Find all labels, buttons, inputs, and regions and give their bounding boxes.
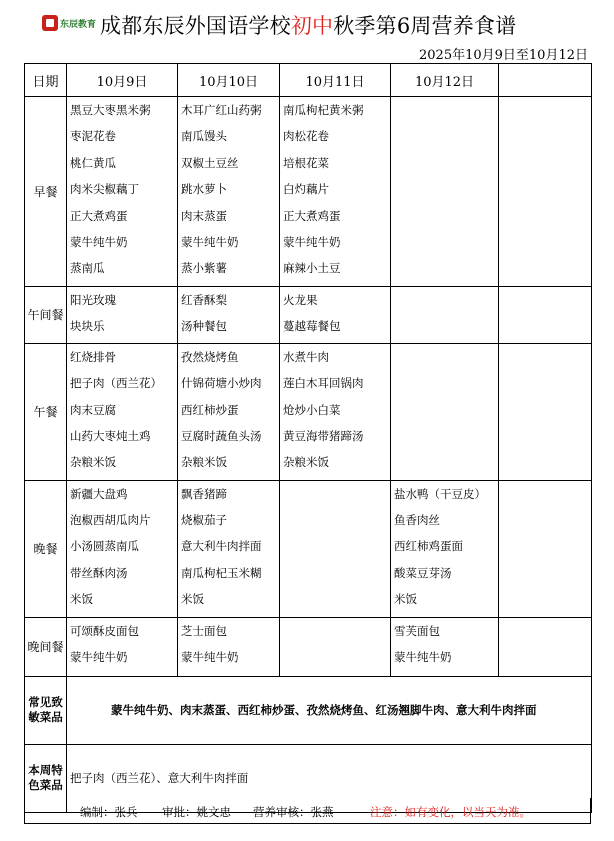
meal-row-lunch	[25, 343, 592, 480]
dish: 肉米尖椒藕丁	[70, 182, 139, 197]
menu-cell-empty	[499, 286, 592, 343]
meal-label: 晚间餐	[25, 617, 67, 676]
dish: 带丝酥肉汤	[70, 565, 128, 580]
dish: 莲白木耳回锅肉	[283, 376, 364, 391]
allergen-text: 蒙牛纯牛奶、肉末蒸蛋、西红柿炒蛋、孜然烧烤鱼、红汤翘脚牛肉、意大利牛肉拌面	[67, 676, 592, 744]
menu-cell	[67, 343, 178, 480]
dish: 炝炒小白菜	[283, 402, 341, 417]
meal-label: 早餐	[25, 97, 67, 287]
dish: 块块乐	[70, 318, 105, 333]
meal-row-morning-snack	[25, 286, 592, 343]
title-part2: 秋季第6周营养食谱	[333, 14, 517, 38]
dish: 烧椒茄子	[181, 513, 227, 528]
dish: 米饭	[394, 592, 417, 607]
special-text: 把子肉（西兰花）、意大利牛肉拌面	[67, 744, 592, 812]
logo-text: 东辰教育	[60, 20, 97, 30]
dish: 肉松花卷	[283, 129, 329, 144]
date-label: 日期	[25, 64, 67, 97]
day-header: 10月11日	[280, 64, 391, 97]
dish: 孜然烧烤鱼	[181, 349, 239, 364]
menu-cell	[391, 480, 499, 617]
dish: 蒙牛纯牛奶	[70, 234, 128, 249]
dish: 蒸小紫薯	[181, 261, 227, 276]
dish: 酸菜豆芽汤	[394, 565, 452, 580]
dish: 黑豆大枣黑米粥	[70, 103, 151, 117]
footer	[24, 798, 591, 824]
dish: 蒙牛纯牛奶	[283, 234, 341, 249]
school-logo	[42, 14, 96, 34]
dish: 红香酥梨	[181, 292, 227, 307]
dish: 盐水鸭（干豆皮）	[394, 486, 486, 501]
menu-cell-empty	[499, 480, 592, 617]
dish: 肉末豆腐	[70, 402, 116, 417]
meal-row-breakfast	[25, 97, 592, 287]
page-title	[100, 10, 516, 40]
menu-cell	[67, 286, 178, 343]
dish: 正大煮鸡蛋	[70, 208, 128, 223]
menu-cell-empty	[391, 343, 499, 480]
menu-cell	[178, 97, 280, 287]
nutrition-reviewer: 营养审核：张燕	[253, 805, 334, 819]
dish: 跳水萝卜	[181, 182, 227, 197]
dish: 南瓜枸杞玉米糊	[181, 565, 262, 580]
dish: 南瓜枸杞黄米粥	[283, 103, 364, 117]
dish: 可颂酥皮面包	[70, 623, 139, 638]
menu-cell	[280, 286, 391, 343]
dish: 蒸南瓜	[70, 261, 105, 276]
meal-row-evening-snack	[25, 617, 592, 676]
approver: 审批：姚文忠	[162, 805, 231, 819]
page-header	[0, 0, 614, 62]
allergen-row	[25, 676, 592, 744]
dish: 西红柿鸡蛋面	[394, 539, 463, 554]
dish: 泡椒西胡瓜肉片	[70, 513, 151, 528]
dish: 芝士面包	[181, 623, 227, 638]
menu-cell-empty	[499, 343, 592, 480]
menu-cell-empty	[391, 97, 499, 287]
editor: 编制：张兵	[80, 805, 138, 819]
meal-row-dinner	[25, 480, 592, 617]
day-header: 10月12日	[391, 64, 499, 97]
dish: 米饭	[181, 592, 204, 607]
dish: 飘香猪蹄	[181, 486, 227, 501]
day-header: 10月10日	[178, 64, 280, 97]
dish: 蒙牛纯牛奶	[181, 649, 239, 664]
dish: 黄豆海带猪蹄汤	[283, 428, 364, 443]
menu-cell-empty	[499, 97, 592, 287]
menu-cell	[178, 617, 280, 676]
dish: 培根花菜	[283, 155, 329, 170]
dish: 正大煮鸡蛋	[283, 208, 341, 223]
dish: 杂粮米饭	[181, 455, 227, 470]
dish: 木耳广红山药粥	[181, 103, 262, 117]
dish: 麻辣小土豆	[283, 261, 341, 276]
title-highlight: 初中	[290, 14, 334, 38]
logo-icon	[42, 15, 58, 31]
menu-cell	[178, 286, 280, 343]
meal-label: 午餐	[25, 343, 67, 480]
dish: 杂粮米饭	[70, 455, 116, 470]
menu-cell	[280, 97, 391, 287]
menu-cell	[67, 617, 178, 676]
menu-cell	[178, 343, 280, 480]
dish: 火龙果	[283, 292, 318, 307]
menu-cell-empty	[499, 617, 592, 676]
day-header: 10月9日	[67, 64, 178, 97]
dish: 意大利牛肉拌面	[181, 539, 262, 554]
dish: 桃仁黄瓜	[70, 155, 116, 170]
change-notice: 注意：如有变化，以当天为准。	[370, 805, 531, 819]
dish: 南瓜馒头	[181, 129, 227, 144]
menu-cell-empty	[280, 617, 391, 676]
dish: 什锦荷塘小炒肉	[181, 376, 262, 391]
dish: 汤种餐包	[181, 318, 227, 333]
dish: 蔓越莓餐包	[283, 318, 341, 333]
menu-table	[24, 63, 592, 813]
dish: 双椒土豆丝	[181, 155, 239, 170]
dish: 西红柿炒蛋	[181, 402, 239, 417]
meal-label: 午间餐	[25, 286, 67, 343]
menu-cell	[391, 617, 499, 676]
menu-cell-empty	[391, 286, 499, 343]
dish: 红烧排骨	[70, 349, 116, 364]
dish: 白灼藕片	[283, 182, 329, 197]
menu-cell	[67, 97, 178, 287]
day-header	[499, 64, 592, 97]
date-range: 2025年10月9日至10月12日	[419, 48, 588, 63]
menu-cell	[67, 480, 178, 617]
dish: 蒙牛纯牛奶	[181, 234, 239, 249]
menu-cell	[280, 343, 391, 480]
dish: 杂粮米饭	[283, 455, 329, 470]
dish: 蒙牛纯牛奶	[394, 649, 452, 664]
menu-cell-empty	[280, 480, 391, 617]
menu-cell	[178, 480, 280, 617]
dish: 鱼香肉丝	[394, 513, 440, 528]
dish: 水煮牛肉	[283, 349, 329, 364]
special-label: 本周特色菜品	[25, 744, 67, 812]
dish: 蒙牛纯牛奶	[70, 649, 128, 664]
allergen-label: 常见致敏菜品	[25, 676, 67, 744]
dish: 阳光玫瑰	[70, 292, 116, 307]
meal-label: 晚餐	[25, 480, 67, 617]
dish: 小汤圆蒸南瓜	[70, 539, 139, 554]
dish: 新疆大盘鸡	[70, 486, 128, 501]
dish: 山药大枣炖土鸡	[70, 428, 151, 443]
dish: 把子肉（西兰花）	[70, 376, 162, 391]
dish: 枣泥花卷	[70, 129, 116, 144]
title-part1: 成都东辰外国语学校	[100, 14, 291, 38]
table-header-row	[25, 64, 592, 97]
dish: 肉末蒸蛋	[181, 208, 227, 223]
dish: 豆腐时蔬鱼头汤	[181, 428, 262, 443]
dish: 雪芙面包	[394, 623, 440, 638]
dish: 米饭	[70, 592, 93, 607]
